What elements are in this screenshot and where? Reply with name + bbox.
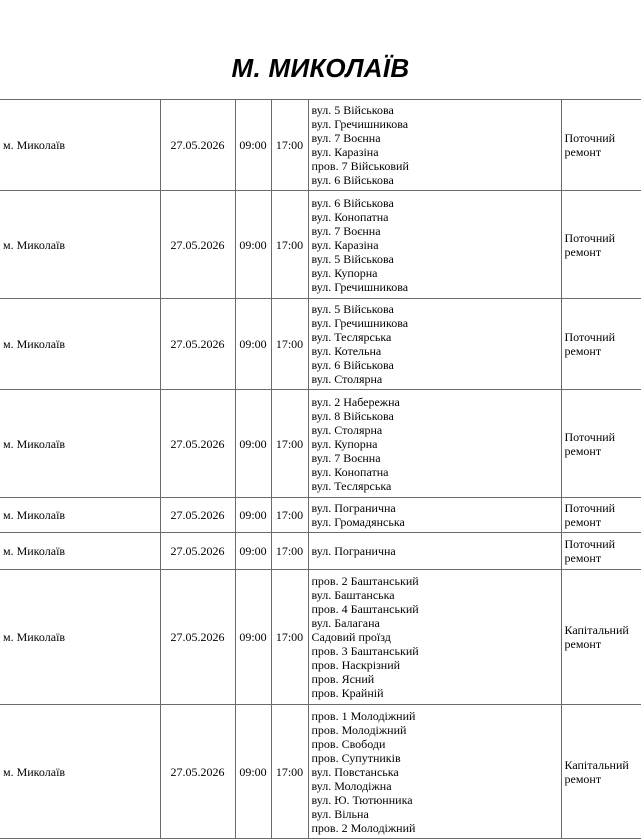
- street-item: вул. Каразіна: [311, 145, 379, 159]
- street-item: пров. 2 Молодіжний: [311, 820, 416, 835]
- work-type-cell: Капітальний ремонт: [561, 570, 641, 705]
- streets-cell: [308, 533, 561, 570]
- street-item: вул. Ю. Тютюнника: [311, 792, 413, 807]
- street-item: вул. 5 Військова: [311, 251, 394, 266]
- street-item: вул. Вільна: [311, 806, 369, 821]
- table-row: [0, 705, 641, 839]
- table-row: [0, 570, 641, 705]
- street-item: пров. Ясний: [311, 672, 375, 686]
- end-time-cell: 17:00: [271, 498, 308, 533]
- city-cell: м. Миколаїв: [0, 390, 160, 498]
- street-item: Садовий проїзд: [311, 630, 391, 644]
- street-item: вул. 7 Воєнна: [311, 131, 381, 145]
- date-cell: 27.05.2026: [160, 570, 235, 705]
- street-item: вул. Повстанська: [311, 764, 399, 779]
- start-time-cell: 09:00: [235, 705, 271, 839]
- date-cell: 27.05.2026: [160, 390, 235, 498]
- table-row: [0, 299, 641, 390]
- city-cell: м. Миколаїв: [0, 533, 160, 570]
- street-item: вул. 8 Військова: [311, 408, 394, 423]
- street-item: пров. 4 Баштанський: [311, 602, 419, 616]
- city-cell: м. Миколаїв: [0, 570, 160, 705]
- start-time-cell: 09:00: [235, 299, 271, 390]
- table-row: [0, 100, 641, 191]
- work-type-cell: Поточний ремонт: [561, 100, 641, 191]
- street-item: пров. 1 Молодіжний: [311, 708, 416, 723]
- street-item: вул. Купорна: [311, 265, 378, 280]
- outage-schedule-table: [0, 99, 641, 839]
- street-item: вул. Гречишникова: [311, 279, 409, 294]
- work-type-cell: Поточний ремонт: [561, 390, 641, 498]
- street-item: вул. Столярна: [311, 372, 383, 386]
- street-item: пров. Наскрізний: [311, 658, 401, 672]
- street-item: вул. Громадянська: [311, 515, 405, 529]
- street-item: вул. 6 Військова: [311, 173, 394, 187]
- work-type-cell: Поточний ремонт: [561, 498, 641, 533]
- work-type-cell: Капітальний ремонт: [561, 705, 641, 839]
- street-item: пров. 3 Баштанський: [311, 644, 419, 658]
- street-item: вул. 2 Набережна: [311, 394, 400, 409]
- street-item: вул. 5 Військова: [311, 302, 394, 316]
- street-item: вул. Конопатна: [311, 464, 389, 479]
- street-item: вул. 7 Воєнна: [311, 223, 381, 238]
- street-item: пров. Крайній: [311, 686, 384, 700]
- start-time-cell: 09:00: [235, 498, 271, 533]
- start-time-cell: 09:00: [235, 390, 271, 498]
- city-cell: м. Миколаїв: [0, 100, 160, 191]
- table-row: [0, 191, 641, 299]
- street-item: вул. Котельна: [311, 344, 382, 358]
- end-time-cell: 17:00: [271, 705, 308, 839]
- street-item: вул. Балагана: [311, 616, 380, 630]
- table-row: [0, 498, 641, 533]
- street-item: вул. Молодіжна: [311, 778, 392, 793]
- street-item: вул. Гречишникова: [311, 316, 409, 330]
- date-cell: 27.05.2026: [160, 533, 235, 570]
- date-cell: 27.05.2026: [160, 498, 235, 533]
- street-item: вул. Погранична: [311, 544, 396, 558]
- street-item: вул. 6 Військова: [311, 195, 394, 210]
- streets-cell: [308, 191, 561, 299]
- end-time-cell: 17:00: [271, 533, 308, 570]
- street-item: пров. Молодіжний: [311, 722, 407, 737]
- start-time-cell: 09:00: [235, 100, 271, 191]
- street-item: вул. 5 Військова: [311, 103, 394, 117]
- street-item: вул. 7 Воєнна: [311, 450, 381, 465]
- street-item: вул. Каразіна: [311, 237, 379, 252]
- date-cell: 27.05.2026: [160, 100, 235, 191]
- start-time-cell: 09:00: [235, 191, 271, 299]
- streets-cell: [308, 299, 561, 390]
- work-type-cell: Поточний ремонт: [561, 191, 641, 299]
- end-time-cell: 17:00: [271, 191, 308, 299]
- street-item: вул. 6 Військова: [311, 358, 394, 372]
- date-cell: 27.05.2026: [160, 705, 235, 839]
- street-item: пров. 7 Військовий: [311, 159, 409, 173]
- street-item: вул. Погранична: [311, 501, 396, 515]
- streets-cell: [308, 570, 561, 705]
- streets-cell: [308, 705, 561, 839]
- street-item: пров. Супутників: [311, 750, 401, 765]
- street-item: вул. Баштанська: [311, 588, 395, 602]
- street-item: вул. Гречишникова: [311, 117, 409, 131]
- street-item: пров. Свободи: [311, 736, 386, 751]
- table-row: [0, 533, 641, 570]
- end-time-cell: 17:00: [271, 299, 308, 390]
- end-time-cell: 17:00: [271, 390, 308, 498]
- streets-cell: [308, 498, 561, 533]
- start-time-cell: 09:00: [235, 570, 271, 705]
- streets-cell: [308, 390, 561, 498]
- start-time-cell: 09:00: [235, 533, 271, 570]
- street-item: вул. Конопатна: [311, 209, 389, 224]
- street-item: вул. Столярна: [311, 422, 383, 437]
- end-time-cell: 17:00: [271, 100, 308, 191]
- streets-cell: [308, 100, 561, 191]
- city-cell: м. Миколаїв: [0, 705, 160, 839]
- work-type-cell: Поточний ремонт: [561, 533, 641, 570]
- city-cell: м. Миколаїв: [0, 299, 160, 390]
- date-cell: 27.05.2026: [160, 191, 235, 299]
- work-type-cell: Поточний ремонт: [561, 299, 641, 390]
- city-cell: м. Миколаїв: [0, 191, 160, 299]
- table-row: [0, 390, 641, 498]
- end-time-cell: 17:00: [271, 570, 308, 705]
- street-item: вул. Купорна: [311, 436, 378, 451]
- city-cell: м. Миколаїв: [0, 498, 160, 533]
- date-cell: 27.05.2026: [160, 299, 235, 390]
- street-item: вул. Теслярська: [311, 478, 392, 493]
- street-item: вул. Теслярська: [311, 330, 392, 344]
- page-title: М. МИКОЛАЇВ: [231, 53, 410, 83]
- street-item: пров. 2 Баштанський: [311, 574, 419, 588]
